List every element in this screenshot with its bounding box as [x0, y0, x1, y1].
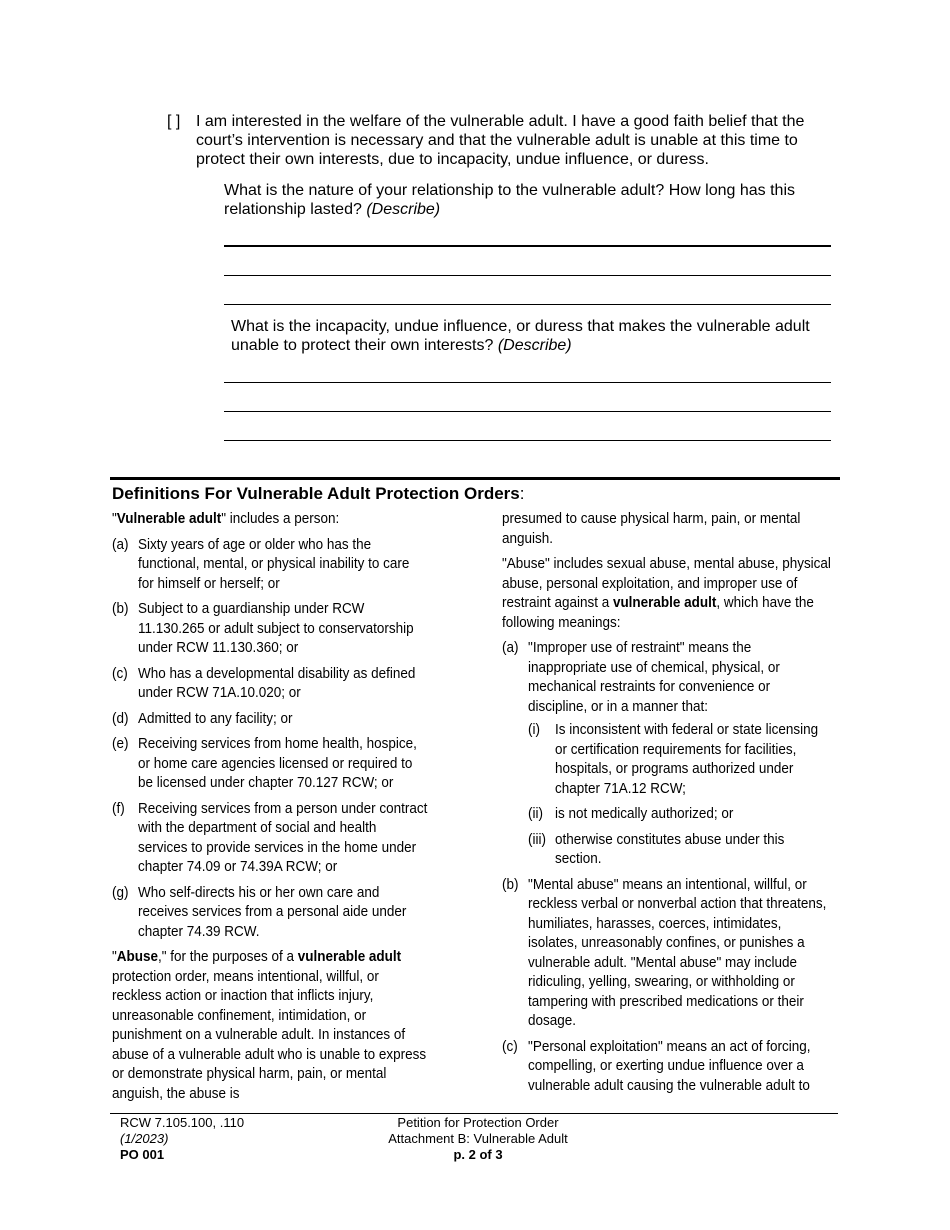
definitions-left-column [112, 510, 428, 1110]
relationship-answer-line-3[interactable] [224, 304, 831, 305]
welfare-checkbox[interactable]: [ ] [167, 113, 181, 130]
footer-center [328, 1115, 628, 1163]
list-item: (a) "Improper use of restraint" means the inappropriate use of chemical, physical, or mechanical restraints for convenience or discipline, or in a manner that: [502, 640, 780, 715]
vulnerable-adult-list [112, 536, 428, 943]
abuse-includes: "Abuse" includes sexual abuse, mental abuse, physical abuse, personal exploitation, and improper use of restraint against a vulnerable adult, which have the following meanings: [502, 556, 831, 631]
footer-date: (1/2023) [120, 1131, 169, 1146]
footer-page-number: p. 2 of 3 [453, 1147, 503, 1162]
relationship-question-hint: (Describe) [366, 201, 441, 218]
list-item: (iii) otherwise constitutes abuse under this section. [528, 831, 785, 867]
section-divider [110, 477, 840, 480]
abuse-definition-continued: presumed to cause physical harm, pain, or mental anguish. [502, 511, 801, 547]
relationship-answer-line-2[interactable] [224, 275, 831, 276]
incapacity-answer-line-1[interactable] [224, 382, 831, 383]
list-item: (ii) is not medically authorized; or [528, 806, 734, 822]
incapacity-question-hint: (Describe) [497, 337, 572, 354]
abuse-definition: "Abuse," for the purposes of a vulnerable adult protection order, means intentional, willful, or reckless action or inaction that inflicts injury, unreasonable confinement, intimidation, or punishment on a vulnerable adult. In instances of abuse of a vulnerable adult who is unable to express or demonstrate physical harm, pain, or mental anguish, the abuse is [112, 949, 427, 1102]
relationship-question-text: What is the nature of your relationship to the vulnerable adult? How long has this relationship lasted? [224, 182, 795, 218]
incapacity-answer-line-2[interactable] [224, 411, 831, 412]
list-item: (i) Is inconsistent with federal or state licensing or certification requirements for facilities, hospitals, or programs authorized under chapter 71A.12 RCW; [528, 722, 819, 797]
list-item: (c) Who has a developmental disability as defined under RCW 71A.10.020; or [112, 665, 416, 701]
footer-form-number: PO 001 [120, 1147, 165, 1162]
incapacity-question [231, 317, 831, 355]
relationship-question [224, 181, 836, 219]
incapacity-question-text: What is the incapacity, undue influence, or duress that makes the vulnerable adult unable to protect their own interests? [231, 318, 810, 354]
list-item: (g) Who self-directs his or her own care and receives services from a personal aide under chapter 74.39 RCW. [112, 884, 407, 940]
relationship-answer-line-1[interactable] [224, 245, 831, 247]
footer-left [120, 1115, 244, 1163]
footer-attachment-title: Attachment B: Vulnerable Adult [388, 1131, 568, 1146]
footer-divider [110, 1113, 838, 1114]
list-item: (b) "Mental abuse" means an intentional, willful, or reckless verbal or nonverbal action that threatens, humiliates, harasses, coerces, intimidates, isolates, unreasonably confines, or punishes a vulnerable adult. "Mental abuse" may include ridiculing, yelling, swearing, or withholding or tampering with prescribed medications or their dosage. [502, 876, 827, 1029]
definitions-right-column [502, 510, 833, 1102]
vulnerable-adult-intro: "Vulnerable adult" includes a person: [112, 511, 340, 527]
list-item: (a) Sixty years of age or older who has the functional, mental, or physical inability to care for himself or herself; or [112, 536, 410, 592]
vulnerable-adult-term: Vulnerable adult [116, 511, 222, 527]
list-item: (f) Receiving services from a person under contract with the department of social and health services to provide services in the home under chapter 74.09 or 74.39A RCW; or [112, 800, 428, 875]
restraint-sub-list [528, 721, 833, 870]
list-item: (b) Subject to a guardianship under RCW 11.130.265 or adult subject to conservatorship under RCW 11.130.360; or [112, 601, 414, 656]
list-item: (c) "Personal exploitation" means an act of forcing, compelling, or exerting undue influence over a vulnerable adult causing the vulnerable adult to [502, 1038, 811, 1094]
footer-form-title: Petition for Protection Order [397, 1115, 559, 1130]
incapacity-answer-line-3[interactable] [224, 440, 831, 441]
list-item: (d) Admitted to any facility; or [112, 710, 293, 727]
welfare-statement: I am interested in the welfare of the vulnerable adult. I have a good faith belief that the court’s intervention is necessary and that the vulnerable adult is unable at this time to protect their own interests, due to incapacity, undue influence, or duress. [196, 113, 805, 168]
definitions-title: Definitions For Vulnerable Adult Protection Orders: [112, 484, 525, 503]
footer-rcw: RCW 7.105.100, .110 [120, 1115, 245, 1130]
list-item: (e) Receiving services from home health, hospice, or home care agencies licensed or required to be licensed under chapter 70.127 RCW; or [112, 736, 417, 791]
